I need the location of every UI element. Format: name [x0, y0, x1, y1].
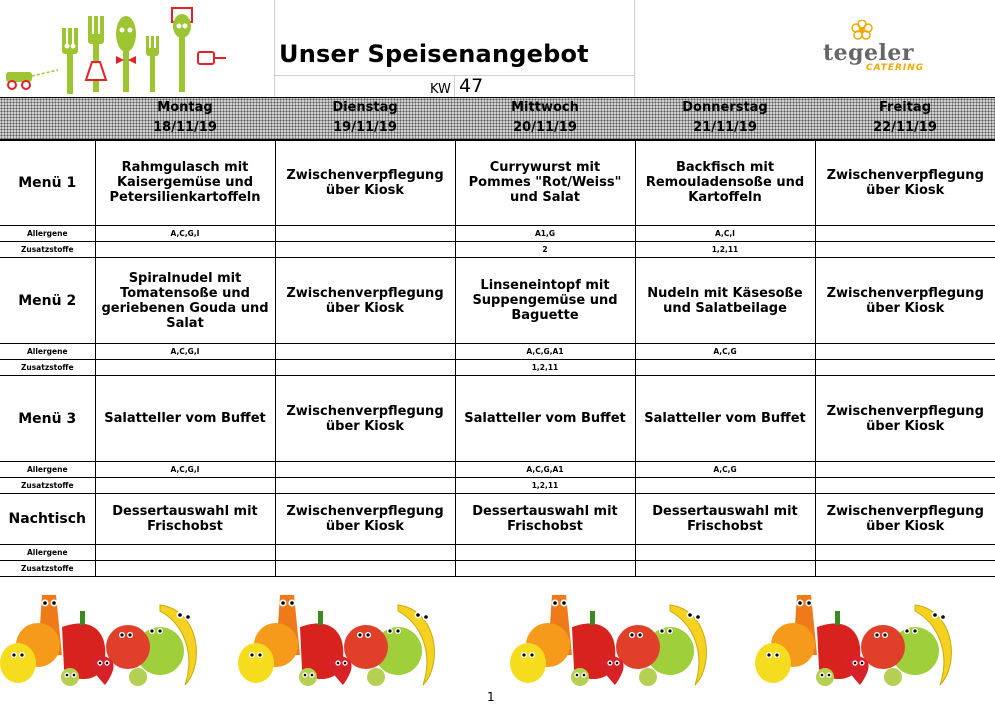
allergene-cell	[275, 462, 455, 478]
dish-cell: Zwischenverpflegung über Kiosk	[275, 376, 455, 462]
dish-cell: Currywurst mit Pommes "Rot/Weiss" und Salat	[455, 140, 635, 226]
day-name: Donnerstag	[682, 100, 768, 115]
dish-cell: Zwischenverpflegung über Kiosk	[275, 140, 455, 226]
table-row	[0, 242, 995, 258]
table-row	[0, 226, 995, 242]
allergene-cell	[815, 344, 995, 360]
day-header-mittwoch	[455, 97, 635, 139]
allergene-cell	[275, 344, 455, 360]
header-gridline	[454, 76, 455, 97]
zusatzstoffe-cell	[275, 242, 455, 258]
allergene-cell	[95, 545, 275, 561]
header-gridline	[274, 0, 275, 97]
allergene-cell	[635, 545, 815, 561]
zusatzstoffe-label: Zusatzstoffe	[0, 561, 95, 577]
table-row	[0, 462, 995, 478]
week-label: KW	[430, 82, 451, 97]
zusatzstoffe-cell: 2	[455, 242, 635, 258]
zusatzstoffe-cell: 1,2,11	[455, 360, 635, 376]
zusatzstoffe-label: Zusatzstoffe	[0, 360, 95, 376]
dish-cell: Dessertauswahl mit Frischobst	[95, 494, 275, 545]
zusatzstoffe-cell	[95, 478, 275, 494]
allergene-cell: A1,G	[455, 226, 635, 242]
day-name: Montag	[157, 100, 213, 115]
menu-label: Menü 3	[0, 376, 95, 462]
zusatzstoffe-cell	[815, 360, 995, 376]
logo-subtitle: CATERING	[866, 63, 925, 73]
zusatzstoffe-cell: 1,2,11	[455, 478, 635, 494]
allergene-cell: A,C,G,I	[95, 226, 275, 242]
allergene-cell: A,C,G	[635, 344, 815, 360]
dish-cell: Zwischenverpflegung über Kiosk	[275, 258, 455, 344]
dish-cell: Zwischenverpflegung über Kiosk	[815, 258, 995, 344]
dish-cell: Dessertauswahl mit Frischobst	[635, 494, 815, 545]
zusatzstoffe-cell	[635, 561, 815, 577]
allergene-label: Allergene	[0, 462, 95, 478]
day-date: 22/11/19	[873, 120, 937, 135]
zusatzstoffe-cell	[95, 360, 275, 376]
menu-label: Menü 2	[0, 258, 95, 344]
logo-wordmark: tegeler	[823, 40, 914, 66]
fruit-illustration	[0, 585, 995, 690]
zusatzstoffe-cell	[635, 360, 815, 376]
menu-label: Menü 1	[0, 140, 95, 226]
allergene-cell: A,C,I	[635, 226, 815, 242]
allergene-cell	[815, 462, 995, 478]
zusatzstoffe-cell: 1,2,11	[635, 242, 815, 258]
dish-cell: Spiralnudel mit Tomatensoße und geriebenen Gouda und Salat	[95, 258, 275, 344]
day-date: 20/11/19	[513, 120, 577, 135]
table-row	[0, 494, 995, 545]
dish-cell: Rahmgulasch mit Kaisergemüse und Petersilienkartoffeln	[95, 140, 275, 226]
dish-cell: Zwischenverpflegung über Kiosk	[815, 140, 995, 226]
day-header-donnerstag	[635, 97, 815, 139]
allergene-cell	[455, 545, 635, 561]
table-row	[0, 545, 995, 561]
table-row	[0, 561, 995, 577]
zusatzstoffe-cell	[815, 561, 995, 577]
dish-cell: Salatteller vom Buffet	[95, 376, 275, 462]
table-row	[0, 376, 995, 462]
header-gridline	[634, 0, 635, 97]
day-date: 21/11/19	[693, 120, 757, 135]
zusatzstoffe-cell	[455, 561, 635, 577]
table-row	[0, 360, 995, 376]
dish-cell: Salatteller vom Buffet	[635, 376, 815, 462]
dish-cell: Nudeln mit Käsesoße und Salatbeilage	[635, 258, 815, 344]
zusatzstoffe-cell	[815, 478, 995, 494]
allergene-cell: A,C,G	[635, 462, 815, 478]
allergene-cell	[275, 226, 455, 242]
cutlery-illustration	[0, 0, 232, 96]
zusatzstoffe-cell	[815, 242, 995, 258]
table-row	[0, 344, 995, 360]
page-title: Unser Speisenangebot	[279, 40, 589, 68]
allergene-cell: A,C,G,I	[95, 462, 275, 478]
zusatzstoffe-cell	[275, 478, 455, 494]
day-date: 19/11/19	[333, 120, 397, 135]
zusatzstoffe-cell	[275, 561, 455, 577]
zusatzstoffe-cell	[635, 478, 815, 494]
allergene-cell: A,C,G,A1	[455, 462, 635, 478]
zusatzstoffe-label: Zusatzstoffe	[0, 242, 95, 258]
page-number: 1	[487, 690, 495, 704]
table-row	[0, 140, 995, 226]
dish-cell: Zwischenverpflegung über Kiosk	[815, 376, 995, 462]
header-gridline	[274, 75, 634, 76]
day-header-montag	[95, 97, 275, 139]
dish-cell: Salatteller vom Buffet	[455, 376, 635, 462]
allergene-label: Allergene	[0, 226, 95, 242]
menu-label: Nachtisch	[0, 494, 95, 545]
allergene-label: Allergene	[0, 344, 95, 360]
zusatzstoffe-cell	[275, 360, 455, 376]
day-name: Freitag	[878, 100, 932, 115]
table-row	[0, 258, 995, 344]
allergene-cell	[815, 226, 995, 242]
zusatzstoffe-cell	[95, 561, 275, 577]
day-name: Mittwoch	[511, 100, 579, 115]
allergene-cell	[815, 545, 995, 561]
dish-cell: Dessertauswahl mit Frischobst	[455, 494, 635, 545]
dish-cell: Zwischenverpflegung über Kiosk	[815, 494, 995, 545]
day-header-freitag	[815, 97, 995, 139]
day-name: Dienstag	[332, 100, 398, 115]
table-row	[0, 478, 995, 494]
zusatzstoffe-label: Zusatzstoffe	[0, 478, 95, 494]
dish-cell: Zwischenverpflegung über Kiosk	[275, 494, 455, 545]
dish-cell: Linseneintopf mit Suppengemüse und Baguette	[455, 258, 635, 344]
allergene-label: Allergene	[0, 545, 95, 561]
week-number: 47	[459, 75, 484, 97]
allergene-cell	[275, 545, 455, 561]
day-header-dienstag	[275, 97, 455, 139]
menu-table	[0, 139, 995, 577]
allergene-cell: A,C,G,I	[95, 344, 275, 360]
day-date: 18/11/19	[153, 120, 217, 135]
dish-cell: Backfisch mit Remouladensoße und Kartoffeln	[635, 140, 815, 226]
allergene-cell: A,C,G,A1	[455, 344, 635, 360]
zusatzstoffe-cell	[95, 242, 275, 258]
